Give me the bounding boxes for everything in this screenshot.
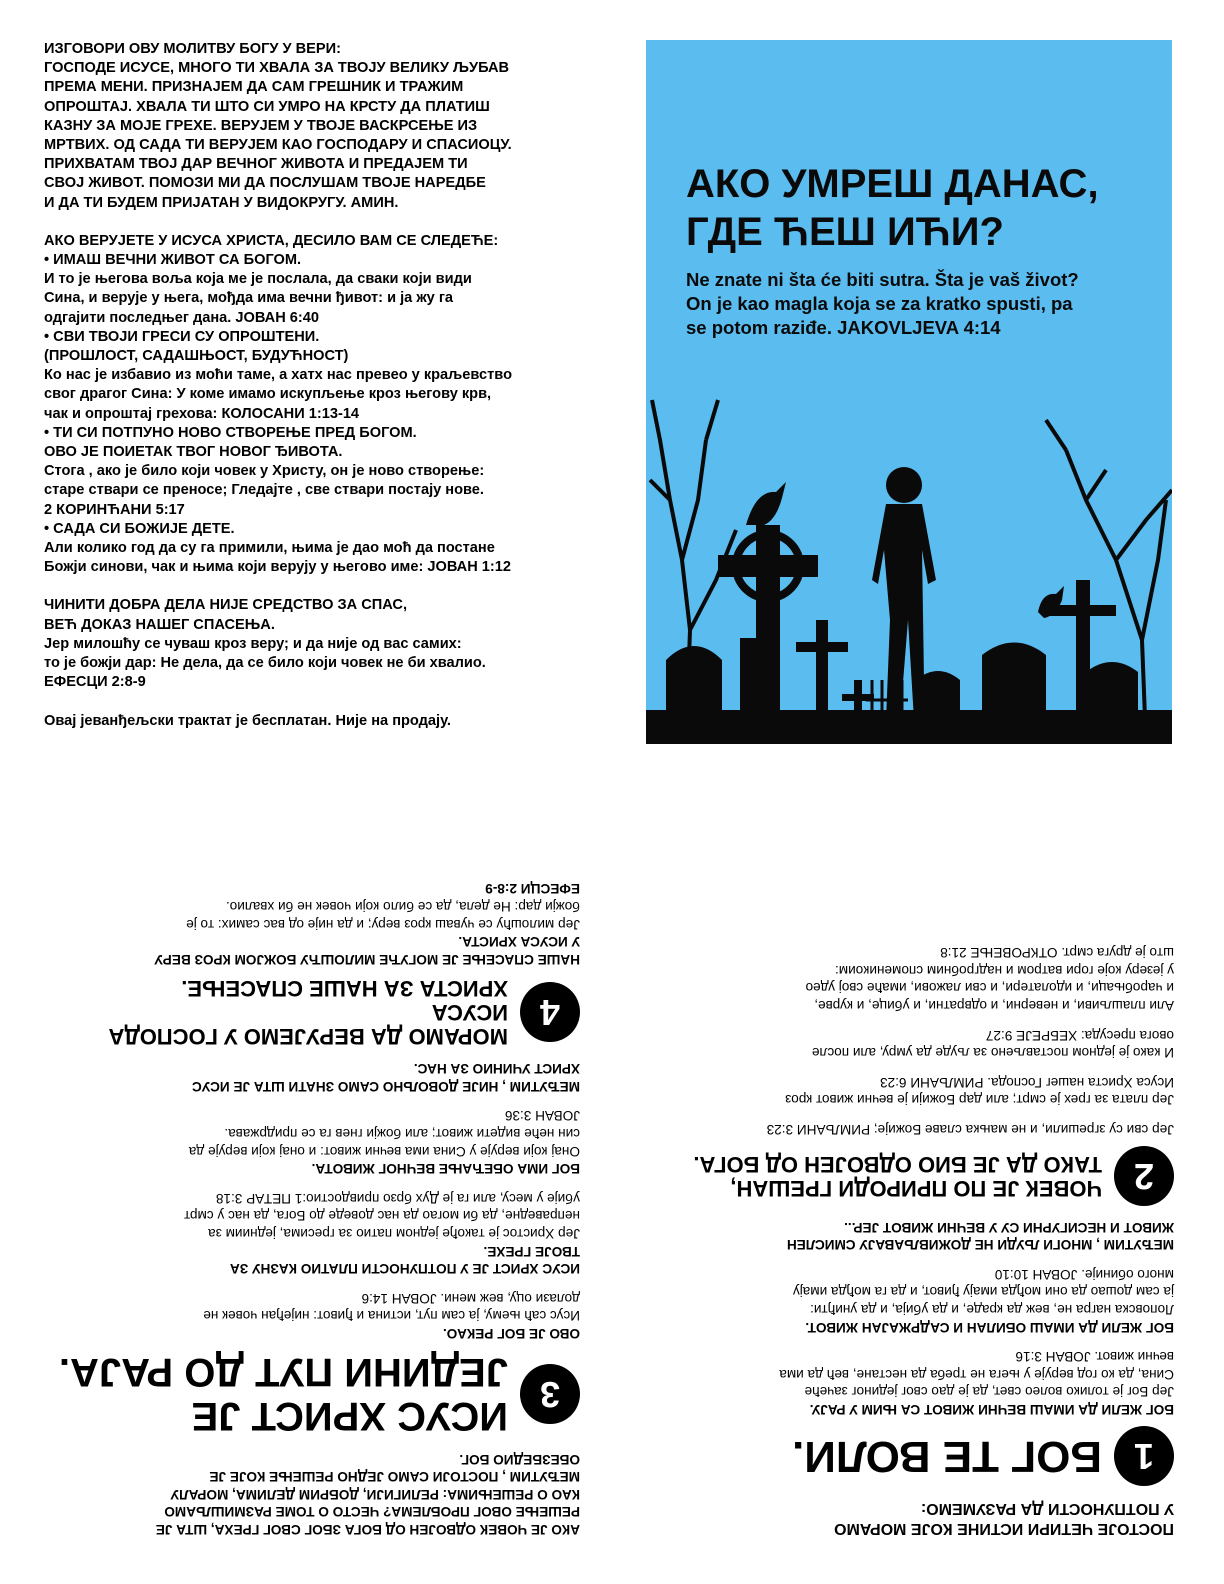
works-line: Јер милошћу се чуваш кроз веру; и да није од вас самих: <box>44 635 462 652</box>
body-line: И како је једном постављено за људе да умру, али после <box>811 1045 1174 1061</box>
body-line: Али плашљиви, и неверни, и одвратни, и убице, и курве, <box>814 998 1174 1014</box>
believe-line: • САДА СИ БОЖИЈЕ ДЕТЕ. <box>44 520 235 537</box>
believe-line: И то је његова воља која ме је послала, да сваки који види <box>44 271 472 288</box>
body-line: што је друга смрт. ОТКРОВЕЊЕ 21:8 <box>940 945 1174 961</box>
believe-line: • ТИ СИ ПОТПУНО НОВО СТВОРЕЊЕ ПРЕД БОГОМ. <box>44 424 417 441</box>
section-title: ЧОВЕК ЈЕ ПО ПРИРОДИ ГРЕШАН, <box>730 1176 1102 1202</box>
believe-line: Сина, и верује у њега, мођда има вечни ђивот: и ја жу га <box>44 290 454 307</box>
section-number: 4 <box>520 982 580 1042</box>
body-line: МЕЂУТИМ , МНОГИ ЉУДИ НЕ ДОЖИВЉАВАЈУ СМИСЛЕН <box>786 1237 1174 1253</box>
body-line: вечни живот. ЈОВАН 3:16 <box>1015 1349 1174 1365</box>
body-line: Исус саћ њему, ја сам пут, истина и ђивот: нијеђан човек не <box>203 1308 580 1324</box>
body-line: ја сам дошао да они мођда имају ђивот, и да га мођда имају <box>792 1284 1174 1300</box>
body-line: БОГ ЖЕЛИ ДА ИМАШ ВЕЧНИ ЖИВОТ СА ЊИМ У РАЈУ. <box>809 1402 1174 1417</box>
prayer-line: ПРИХВАТАМ ТВОЈ ДАР ВЕЧНОГ ЖИВОТА И ПРЕДАЈЕМ ТИ <box>44 156 468 173</box>
body-line: Онај који верује у Сина има вечни живот: и онај који верује да <box>188 1143 580 1159</box>
prayer-panel <box>44 40 604 731</box>
believe-line: Стога , ако је било који човек у Христу, он је ново створење: <box>44 463 485 480</box>
intro-line: ОБЕЗБЕДИО БОГ. <box>459 1451 580 1467</box>
body-line: ОВО ЈЕ БОГ РЕКАО. <box>442 1326 580 1342</box>
body-line: Лоповска награ не, веж да краде, и да убија, и да униђти: <box>810 1302 1174 1318</box>
cover-panel <box>646 40 1172 744</box>
prayer-line: ГОСПОДЕ ИСУСЕ, МНОГО ТИ ХВАЛА ЗА ТВОЈУ ВЕЛИКУ ЉУБАВ <box>44 60 510 77</box>
body-line: ЖИВОТ И НЕСИГУРНИ СУ У ВЕЧНИ ЖИВОТ ЈЕР... <box>844 1219 1174 1235</box>
body-line: Јер плата за грех је смрт; али дар Божији је вечни живот кроз <box>785 1092 1174 1108</box>
intro-heading: У ПОТПУНОСТИ ДА РАЗУМЕМО: <box>920 1500 1174 1517</box>
cover-sub-line: se potom raziđe. JAKOVLJEVA 4:14 <box>686 317 1001 338</box>
section-title: ЈЕДИНИ ПУТ ДО РАЈА. <box>58 1350 508 1395</box>
section-title: ИСУС ХРИСТ ЈЕ <box>191 1394 508 1439</box>
cover-sub-line: Ne znate ni šta će biti sutra. Šta je vaš život? <box>686 269 1079 290</box>
believe-line: ОВО ЈЕ ПОИЕТАК ТВОГ НОВОГ ЂИВОТА. <box>44 444 343 461</box>
body-line: ЈОВАН 3:36 <box>504 1108 580 1124</box>
cover-subtitle <box>686 268 1136 340</box>
body-line: убије у месу, али га је Дух брзо привдостио:1 ПЕТАР 3:18 <box>215 1190 580 1206</box>
body-line: ТВОЈЕ ГРЕХЕ. <box>483 1243 580 1259</box>
body-line: ИСУС ХРИСТ ЈЕ У ПОТПУНОСТИ ПЛАТИО КАЗНУ ЗА <box>229 1261 580 1277</box>
works-line: ЕФЕСЦИ 2:8-9 <box>44 674 146 691</box>
body-line: У ИСУСА ХРИСТА. <box>458 934 580 950</box>
believe-line: • ИМАШ ВЕЧНИ ЖИВОТ СА БОГОМ. <box>44 252 302 269</box>
cover-title <box>686 160 1156 256</box>
section-4-heading <box>40 976 580 1048</box>
body-line: овога пресуда: ХЕБРЕЈЕ 9:27 <box>985 1027 1174 1043</box>
prayer-line: ПРЕМА МЕНИ. ПРИЗНАЈЕМ ДА САМ ГРЕШНИК И ТРАЖИМ <box>44 79 464 96</box>
section-title: ХРИСТА ЗА НАШЕ СПАСЕЊЕ. <box>181 975 508 1001</box>
prayer-line: ОПРОШТАЈ. ХВАЛА ТИ ШТО СИ УМРО НА КРСТУ ДА ПЛАТИШ <box>44 98 490 115</box>
sections-3-4-panel <box>40 792 580 1538</box>
believe-line: свог драгог Сина: У коме имамо искупљење кроз његову крв, <box>44 386 492 403</box>
body-line: неправедне, да би могао да нас доведе до Бога, да нас у смрт <box>184 1208 580 1224</box>
cover-sub-line: On je kao magla koja se za kratko spusti, pa <box>686 293 1073 314</box>
works-line: ЧИНИТИ ДОБРА ДЕЛА НИЈЕ СРЕДСТВО ЗА СПАС, <box>44 597 408 614</box>
believe-line: Али колико год да су га примили, њима је дао моћ да постане <box>44 540 495 557</box>
intro-line: РЕШЕЊЕ ОВОГ ПРОБЛЕМА? ЧЕСТО О ТОМЕ РАЗМИШЉАМО <box>164 1504 580 1520</box>
believe-line: Ко нас је избавио из моћи таме, а хатх нас превео у краљевство <box>44 367 512 384</box>
section-2-heading <box>634 1146 1174 1206</box>
section-title: БОГ ТЕ ВОЛИ. <box>792 1432 1102 1481</box>
cover-title-line: ГДЕ ЋЕШ ИЋИ? <box>686 210 1004 254</box>
section-title: МОРАМО ДА ВЕРУЈЕМО У ГОСПОДА ИСУСА <box>108 999 508 1049</box>
body-line: долази оцу, веж мени. ЈОВАН 14:6 <box>361 1290 580 1306</box>
works-line: ВЕЋ ДОКАЗ НАШЕГ СПАСЕЊА. <box>44 616 275 633</box>
body-line: МЕЂУТИМ , НИЈЕ ДОВОЉНО САМО ЗНАТИ ШТА ЈЕ ИСУС <box>191 1078 580 1094</box>
believe-line: (ПРОШЛОСТ, САДАШЊОСТ, БУДУЋНОСТ) <box>44 348 349 365</box>
believe-line: 2 КОРИНЋАНИ 5:17 <box>44 501 185 518</box>
intro-line: АКО ЈЕ ЧОВЕК ОДВОЈЕН ОД БОГА ЗБОГ СВОГ ГРЕХА, ШТА ЈЕ <box>155 1522 580 1537</box>
body-line: БОГ ЖЕЛИ ДА ИМАШ ОБИЛАН И САДРЖАЈАН ЖИВОТ. <box>805 1319 1174 1335</box>
prayer-line: МРТВИХ. ОД САДА ТИ ВЕРУЈЕМ КАО ГОСПОДАРУ И СПАСИОЦУ. <box>44 137 512 154</box>
body-line: у језеру које гори ватром и надгробним споменикоим: <box>834 962 1174 978</box>
body-line: Јер милошћу се чуваш кроз веру; и да није од вас самих: то је <box>186 916 580 932</box>
prayer-line: КАЗНУ ЗА МОЈЕ ГРЕХЕ. ВЕРУЈЕМ У ТВОЈЕ ВАСКРСЕЊЕ ИЗ <box>44 117 478 134</box>
believe-line: старе ствари се преносе; Гледајте , све ствари постају нове. <box>44 482 484 499</box>
body-line: божји дар: Не дела, да се било који човек не би хвалио. <box>225 898 580 914</box>
body-line: много обиније. ЈОВАН 10:10 <box>994 1266 1174 1282</box>
body-line: Јер Христос је такође једном патио за гресима, једниим за <box>208 1226 580 1242</box>
intro-line: МЕЂУТИМ , ПОСТОЈИ САМО ЈЕДНО РЕШЕЊЕ КОЈЕ ЈЕ <box>209 1469 580 1485</box>
believe-line: АКО ВЕРУЈЕТЕ У ИСУСА ХРИСТА, ДЕСИЛО ВАМ СЕ СЛЕДЕЋЕ: <box>44 232 499 249</box>
body-line: син неће видети живот; али божји гнев га се придржава. <box>224 1126 580 1142</box>
section-3-heading <box>40 1350 580 1438</box>
prayer-line: СВОЈ ЖИВОТ. ПОМОЗИ МИ ДА ПОСЛУШАМ ТВОЈЕ НАРЕДБЕ <box>44 175 486 192</box>
free-note: Овај јеванђељски трактат је бесплатан. Није на продају. <box>44 712 451 729</box>
section-number: 3 <box>520 1364 580 1424</box>
intro-line: КАО О РЕШЕЊИМА: РЕЛИГИЈИ, ДОБРИМ ДЕЛИМА, МОРАЛУ <box>170 1486 580 1502</box>
section-number: 1 <box>1114 1426 1174 1486</box>
believe-line: чак и опроштај грехова: КОЛОСАНИ 1:13-14 <box>44 405 360 422</box>
graveyard-illustration <box>646 380 1172 744</box>
body-line: ХРИСТ УЧИНИО ЗА НАС. <box>413 1061 580 1077</box>
cover-title-line: АКО УМРЕШ ДАНАС, <box>686 162 1099 206</box>
body-line: Исуса Христа нашег Господа. РИМЉАНИ 6:23 <box>880 1074 1174 1090</box>
body-line: НАШЕ СПАСЕЊЕ ЈЕ МОГУЋЕ МИЛОШЋУ БОЖЈОМ КРОЗ ВЕРУ <box>154 951 580 967</box>
body-line: Сина, да ко год верује у њега не треба да нестане, већ да има <box>779 1366 1174 1382</box>
body-line: Јер Бог је толико волео свет, да је дао свог јединог зачеће <box>804 1384 1174 1400</box>
believe-line: • СВИ ТВОЈИ ГРЕСИ СУ ОПРОШТЕНИ. <box>44 328 320 345</box>
body-line: БОГ ИМА ОБЕЋАЊЕ ВЕЧНОГ ЖИВОТА. <box>311 1161 580 1177</box>
believe-line: Божји синови, чак и њима који верују у његово име: ЈОВАН 1:12 <box>44 559 511 576</box>
section-1-heading <box>634 1426 1174 1486</box>
body-line: и чаробњаци, и идолатери, и сви лажови, имаће свој удео <box>805 980 1174 996</box>
section-title: ТАКО ДА ЈЕ БИО ОДВОЈЕН ОД БОГА. <box>693 1152 1102 1178</box>
believe-line: одгајити последњег дана. ЈОВАН 6:40 <box>44 309 320 326</box>
intro-heading: ПОСТОЈЕ ЧЕТИРИ ИСТИНЕ КОЈЕ МОРАМО <box>834 1520 1174 1537</box>
body-line: Јер сви су згрешили, и не мањка славе Божије; РИМЉАНИ 3:23 <box>766 1122 1174 1138</box>
works-line: то је божји дар: Не дела, да се било који човек не би хвалио. <box>44 655 486 672</box>
body-line: ЕФЕСЦИ 2:8-9 <box>485 881 580 897</box>
sections-1-2-panel <box>634 792 1174 1538</box>
prayer-line: И ДА ТИ БУДЕМ ПРИЈАТАН У ВИДОКРУГУ. АМИН. <box>44 194 399 211</box>
section-number: 2 <box>1114 1146 1174 1206</box>
prayer-title: ИЗГОВОРИ ОВУ МОЛИТВУ БОГУ У ВЕРИ: <box>44 41 341 57</box>
